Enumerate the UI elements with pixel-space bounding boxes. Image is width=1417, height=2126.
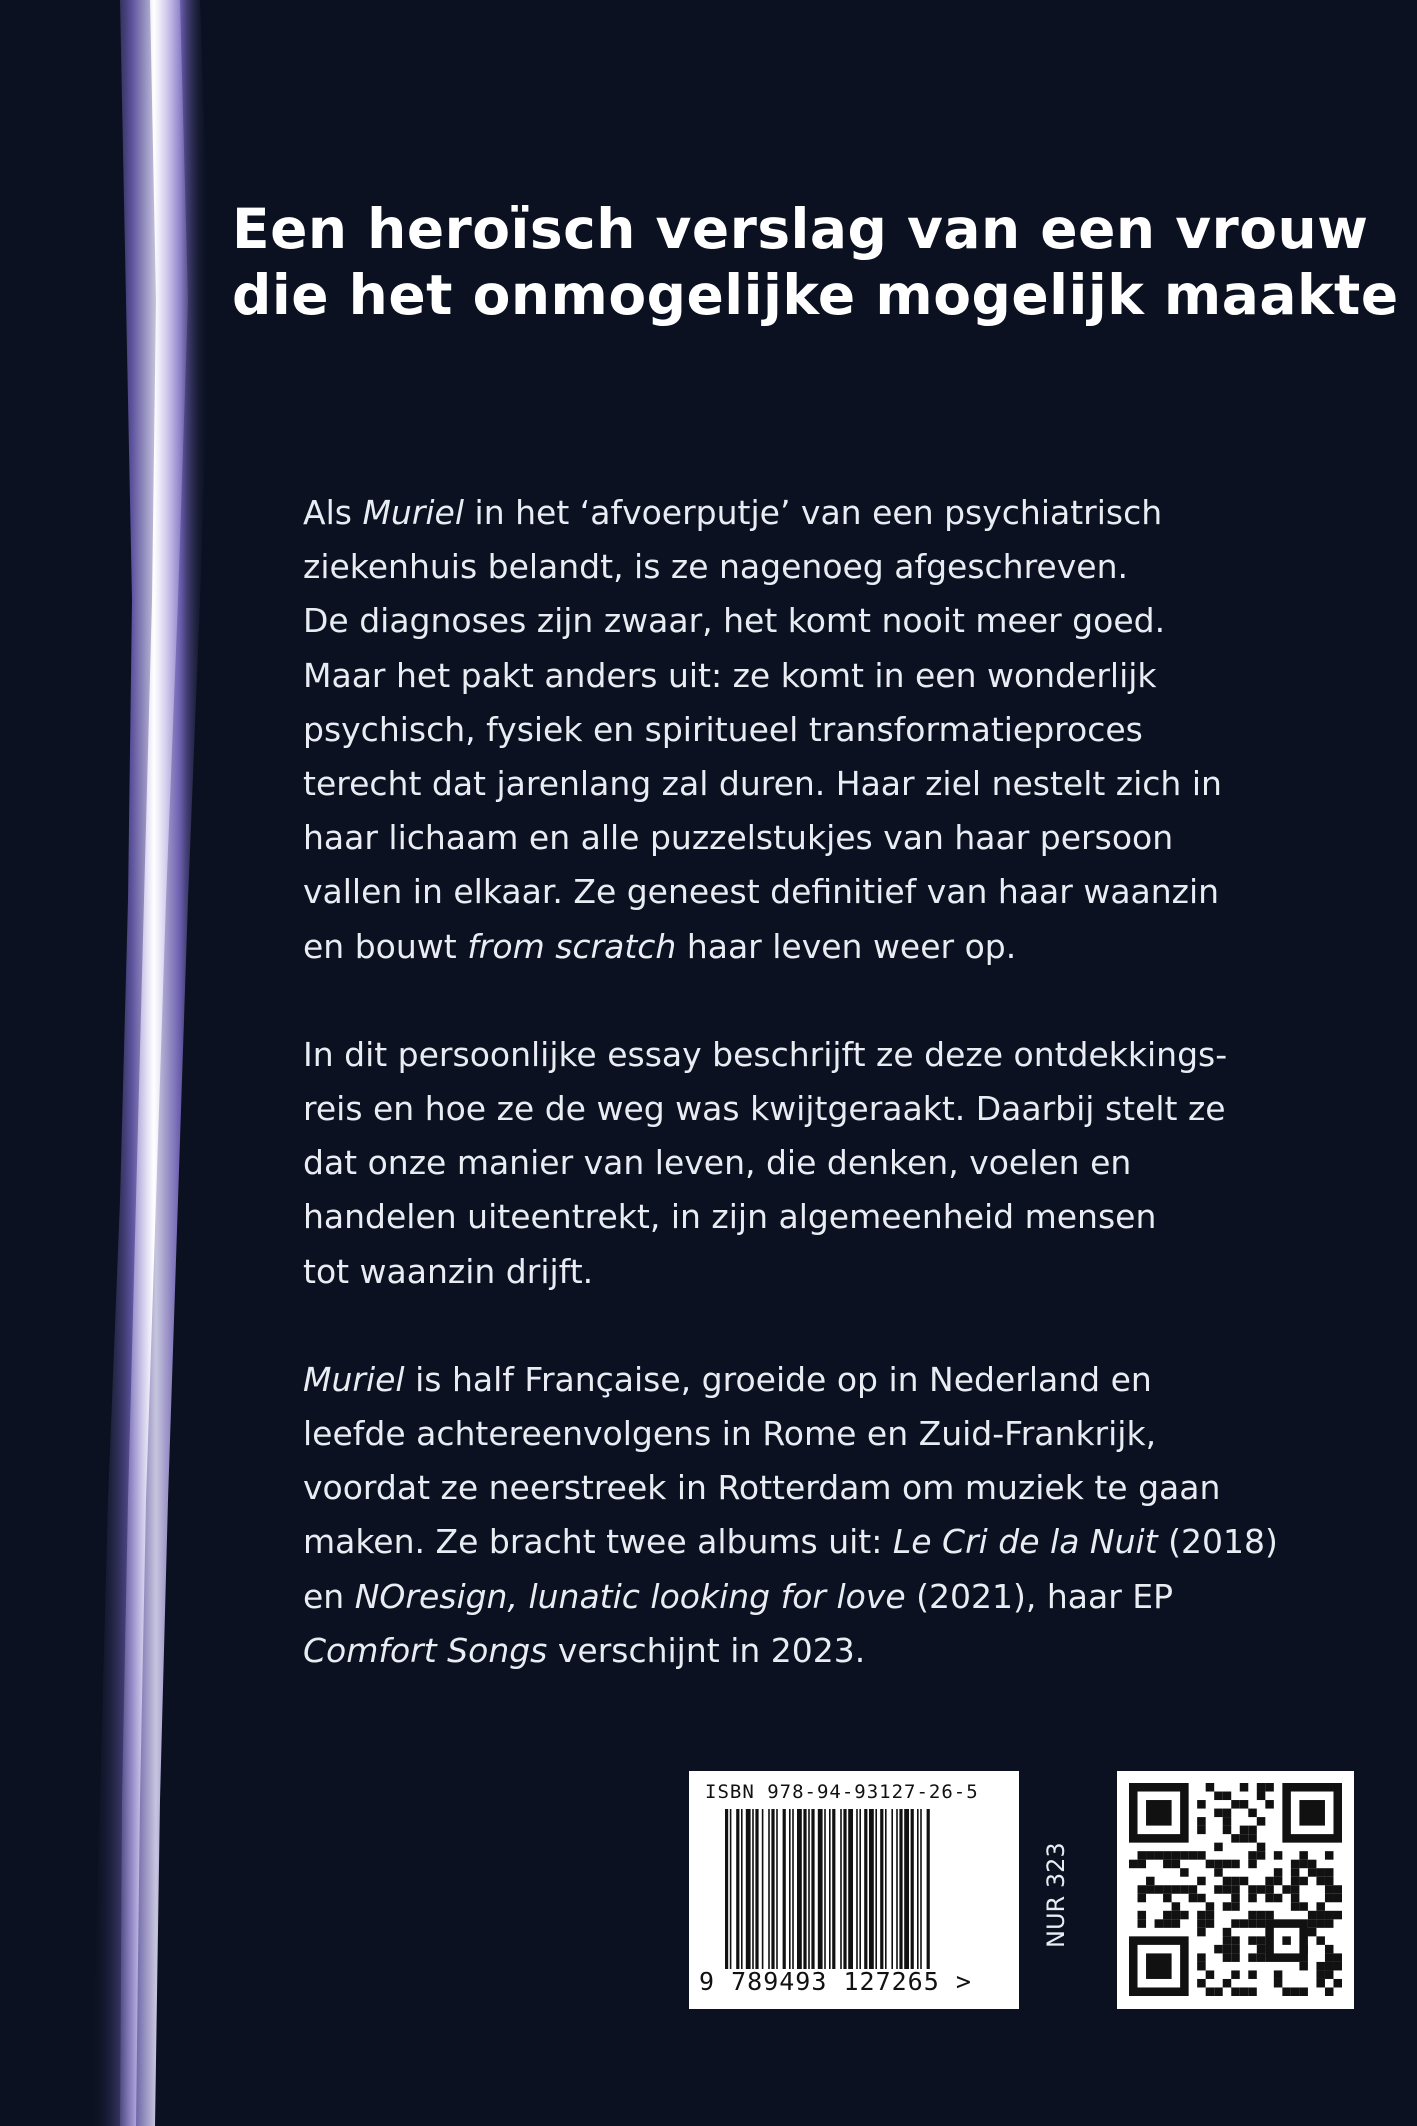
qr-code-icon <box>1129 1783 1342 1996</box>
text-line: terecht dat jarenlang zal duren. Haar ziel nestelt zich in <box>303 764 1222 804</box>
text-line: vallen in elkaar. Ze geneest definitief van haar waanzin <box>303 872 1220 912</box>
text-line: dat onze manier van leven, die denken, voelen en <box>303 1143 1132 1183</box>
author-bio <box>303 1353 1343 1678</box>
text-line: In dit persoonlijke essay beschrijft ze deze ontdekkings- <box>303 1034 1228 1074</box>
ean-digits: 9 789493 127265 > <box>699 1967 972 1996</box>
qr-code[interactable] <box>1117 1771 1354 2009</box>
text-line: handelen uiteentrekt, in zijn algemeenheid mensen <box>303 1197 1157 1237</box>
text-line: en bouwt from scratch haar leven weer op. <box>303 926 1017 966</box>
cover-heading <box>232 196 1399 328</box>
heading-line-2: die het onmogelijke mogelijk maakte <box>232 263 1399 327</box>
isbn-barcode <box>689 1771 1019 2009</box>
text-line: haar lichaam en alle puzzelstukjes van haar persoon <box>303 818 1174 858</box>
nur-code: NUR 323 <box>1042 1842 1070 1948</box>
text-line: tot waanzin drijft. <box>303 1251 594 1291</box>
text-line: psychisch, fysiek en spiritueel transformatieproces <box>303 709 1143 749</box>
isbn-label: ISBN 978-94-93127-26-5 <box>705 1781 979 1803</box>
blurb-paragraph-1 <box>303 486 1343 974</box>
text-line: maken. Ze bracht twee albums uit: Le Cri de la Nuit (2018) <box>303 1522 1278 1562</box>
text-line: Maar het pakt anders uit: ze komt in een wonderlijk <box>303 655 1157 695</box>
heading-line-1: Een heroïsch verslag van een vrouw <box>232 197 1369 261</box>
text-line: en NOresign, lunatic looking for love (2021), haar EP <box>303 1576 1174 1616</box>
blurb <box>303 486 1343 1732</box>
light-strip-decoration <box>60 0 240 2126</box>
text-line: Als Muriel in het ‘afvoerputje’ van een psychiatrisch <box>303 493 1163 532</box>
text-line: voordat ze neerstreek in Rotterdam om muziek te gaan <box>303 1468 1221 1508</box>
text-line: leefde achtereenvolgens in Rome en Zuid-Frankrijk, <box>303 1414 1157 1454</box>
text-line: De diagnoses zijn zwaar, het komt nooit meer goed. <box>303 601 1166 641</box>
text-line: Muriel is half Française, groeide op in Nederland en <box>303 1359 1152 1399</box>
text-line: ziekenhuis belandt, is ze nagenoeg afgeschreven. <box>303 547 1128 587</box>
blurb-paragraph-2 <box>303 1028 1343 1299</box>
barcode-icon <box>725 1809 989 1969</box>
text-line: Comfort Songs verschijnt in 2023. <box>303 1630 866 1670</box>
text-line: reis en hoe ze de weg was kwijtgeraakt. Daarbij stelt ze <box>303 1089 1226 1129</box>
